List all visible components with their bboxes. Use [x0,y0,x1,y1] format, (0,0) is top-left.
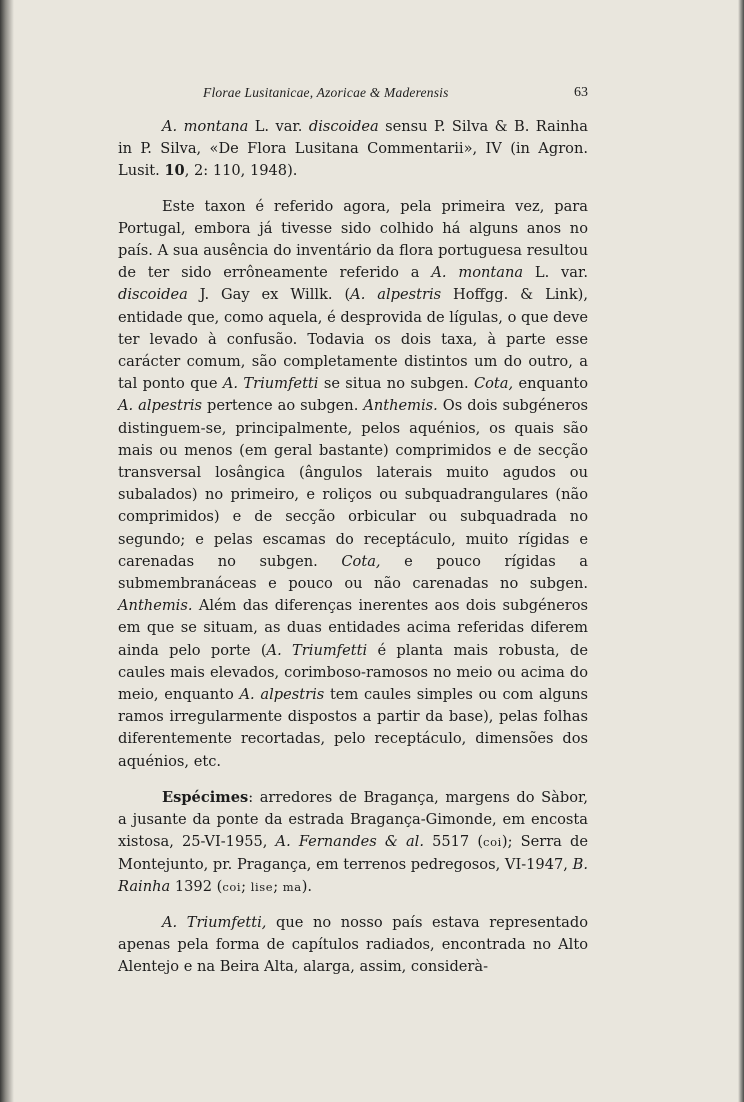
volume-number: 10 [164,162,185,180]
specimens-label: Espécimes [162,788,249,806]
herbarium-code: lise [250,879,274,894]
herbarium-code: ma [282,879,302,894]
paragraph-specimens: Espécimes: arredores de Bragança, margens do Sàbor, a jusante da ponte da estrada Bragança-Gimonde, em encosta xistosa, 25-VI-1955, A. Fernandes & al. 5517 (coi); Serra de Montejunto, pr. Pragança, em terrenos pedregosos, VI-1947, B. Rainha 1392 (coi; lise; ma). [118,788,588,895]
taxon-name: A. montana [162,118,249,135]
herbarium-code: coi [222,879,242,894]
page-gutter-shadow [0,0,14,1102]
page-number: 63 [574,85,588,100]
running-title: Florae Lusitanicae, Azoricae & Maderensis [203,85,449,100]
body-text [118,116,588,979]
variety-name: discoidea [308,118,379,135]
running-header [118,85,594,105]
herbarium-code: coi [483,835,502,850]
page-edge-shadow [738,0,744,1102]
paragraph-distribution: A. Triumfetti, que no nosso país estava representado apenas pela forma de capítulos radiados, encontrada no Alto Alentejo e na Beira Alta, alarga, assim, considerà- [118,913,588,976]
paragraph-discussion: Este taxon é referido agora, pela primeira vez, para Portugal, embora já tivesse sido colhido há alguns anos no país. A sua ausência do inventário da flora portuguesa resultou de ter sido errôneamente referido a A. montana L. var. discoidea J. Gay ex Willk. (A. alpestris Hoffgg. & Link), entidade que, como aquela, é desprovida de lígulas, o que deve ter levado à confusão. Todavia os dois taxa, à parte esse carácter comum, são completamente distintos um do outro, a tal ponto que A. Triumfetti se situa no subgen. Cota, enquanto A. alpestris pertence ao subgen. Anthemis. Os dois subgéneros distinguem-se, principalmente, pelos aquénios, os quais são mais ou menos (em geral bastante) comprimidos e de secção transversal losângica (ângulos laterais muito agudos ou subalados) no primeiro, e roliços ou subquadrangulares (não comprimidos) e de secção orbicular ou subquadrada no segundo; e pelas escamas do receptáculo, muito rígidas e carenadas no subgen. Cota, e pouco rígidas a submembranáceas e pouco ou não carenadas no subgen. Anthemis. Além das diferenças inerentes aos dois subgéneros em que se situam, as duas entidades acima referidas diferem ainda pelo porte (A. Triumfetti é planta mais robusta, de caules mais elevados, corimboso-ramosos no meio ou acima do meio, enquanto A. alpestris tem caules simples ou com alguns ramos irregularmente dispostos a partir da base), pelas folhas diferentemente recortadas, pelo receptáculo, dimensões dos aquénios, etc. [118,197,588,770]
taxon-citation: A. montana L. var. discoidea sensu P. Silva & B. Rainha in P. Silva, «De Flora Lusitana Commentarii», IV (in Agron. Lusit. 10, 2: 110, 1948). [118,118,588,180]
